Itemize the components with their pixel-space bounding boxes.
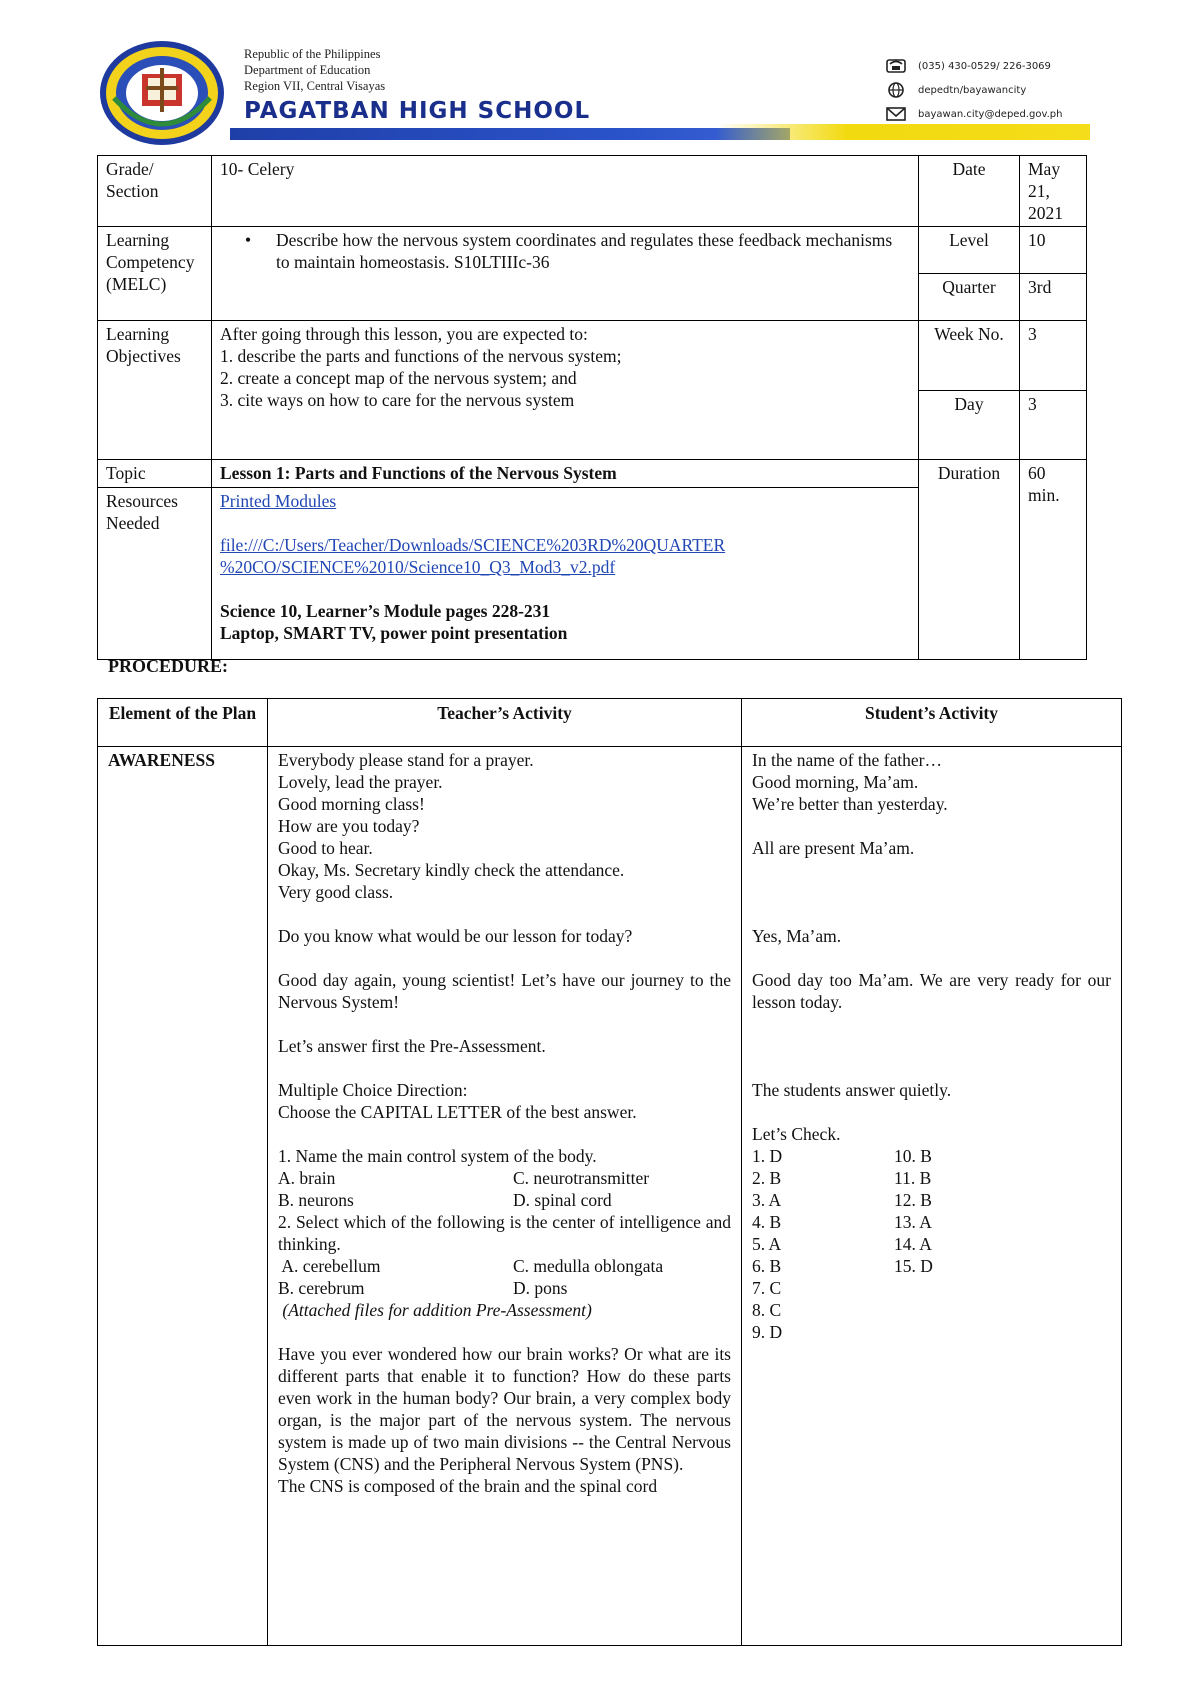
grade-value: 10- Celery bbox=[212, 156, 919, 227]
mc-instruction: Choose the CAPITAL LETTER of the best answer. bbox=[278, 1102, 637, 1122]
answer-item: 4. B bbox=[752, 1212, 782, 1232]
competency-cell bbox=[212, 227, 919, 321]
attached-note: (Attached files for addition Pre-Assessment) bbox=[278, 1300, 592, 1320]
objectives-cell bbox=[212, 321, 919, 460]
answer-item: 8. C bbox=[752, 1300, 782, 1320]
option: D. pons bbox=[513, 1278, 568, 1298]
grade-label: Grade/ Section bbox=[98, 156, 212, 227]
teacher-line: Very good class. bbox=[278, 882, 394, 902]
resources-label: Resources Needed bbox=[98, 488, 212, 660]
teacher-line: Okay, Ms. Secretary kindly check the attendance. bbox=[278, 860, 625, 880]
week-value: 3 bbox=[1020, 321, 1087, 391]
duration-label: Duration bbox=[919, 460, 1020, 660]
option: C. medulla oblongata bbox=[513, 1256, 664, 1276]
check-heading: Let’s Check. bbox=[752, 1124, 841, 1144]
answer-item: 11. B bbox=[894, 1168, 932, 1188]
topic-value: Lesson 1: Parts and Functions of the Nervous System bbox=[212, 460, 919, 488]
answer-item: 15. D bbox=[894, 1256, 933, 1276]
quiet-response: The students answer quietly. bbox=[752, 1080, 952, 1100]
phone-text: (035) 430-0529/ 226-3069 bbox=[918, 60, 1051, 72]
objective-item: 2. create a concept map of the nervous system; and bbox=[220, 368, 577, 388]
answer-item: 9. D bbox=[752, 1322, 783, 1342]
preassess-text: Let’s answer first the Pre-Assessment. bbox=[278, 1036, 546, 1056]
option: B. neurons bbox=[278, 1190, 354, 1210]
equipment-text: Laptop, SMART TV, power point presentation bbox=[220, 623, 568, 643]
teacher-activity bbox=[268, 747, 742, 1646]
resources-cell bbox=[212, 488, 919, 660]
teacher-line: Good to hear. bbox=[278, 838, 373, 858]
quarter-value: 3rd bbox=[1020, 274, 1087, 321]
answer-item: 6. B bbox=[752, 1256, 782, 1276]
procedure-table bbox=[97, 698, 1122, 1646]
answer-key-right bbox=[894, 1145, 1111, 1343]
school-name: PAGATBAN HIGH SCHOOL bbox=[244, 98, 591, 124]
question-2: 2. Select which of the following is the center of intelligence and thinking. bbox=[278, 1212, 731, 1254]
level-value: 10 bbox=[1020, 227, 1087, 274]
module-file-link[interactable] bbox=[220, 535, 725, 577]
student-line: Good morning, Ma’am. bbox=[752, 772, 919, 792]
contact-phone bbox=[886, 54, 1062, 78]
teacher-line: How are you today? bbox=[278, 816, 420, 836]
globe-icon bbox=[886, 82, 906, 98]
procedure-heading: PROCEDURE: bbox=[108, 656, 228, 676]
objectives-label: Learning Objectives bbox=[98, 321, 212, 460]
contact-email bbox=[886, 102, 1062, 126]
website-text: depedtn/bayawancity bbox=[918, 84, 1027, 96]
question-2-options bbox=[278, 1255, 731, 1299]
yes-response: Yes, Ma’am. bbox=[752, 926, 842, 946]
header-teacher: Teacher’s Activity bbox=[268, 699, 742, 747]
contact-block bbox=[886, 54, 1062, 126]
lesson-info-table bbox=[97, 155, 1087, 660]
seal-icon bbox=[96, 38, 234, 148]
week-label: Week No. bbox=[919, 321, 1020, 391]
teacher-line: Lovely, lead the prayer. bbox=[278, 772, 443, 792]
module-file-link-part2: %20CO/SCIENCE%2010/Science10_Q3_Mod3_v2.pdf bbox=[220, 557, 616, 577]
objectives-intro: After going through this lesson, you are expected to: bbox=[220, 324, 588, 344]
answer-key-left bbox=[752, 1145, 894, 1343]
quarter-label: Quarter bbox=[919, 274, 1020, 321]
question-1: 1. Name the main control system of the body. bbox=[278, 1146, 597, 1166]
header-band-blue bbox=[230, 128, 790, 140]
topic-label: Topic bbox=[98, 460, 212, 488]
learner-module-text: Science 10, Learner’s Module pages 228-231 bbox=[220, 601, 551, 621]
date-value: May 21, 2021 bbox=[1020, 156, 1087, 227]
government-lines bbox=[244, 46, 385, 94]
element-awareness: AWARENESS bbox=[98, 747, 268, 1646]
department-text: Department of Education bbox=[244, 63, 371, 77]
answer-item: 1. D bbox=[752, 1146, 783, 1166]
question-1-options bbox=[278, 1167, 731, 1211]
module-file-link-part1: file:///C:/Users/Teacher/Downloads/SCIENCE%203RD%20QUARTER bbox=[220, 535, 726, 555]
duration-value: 60 min. bbox=[1020, 460, 1087, 660]
header-band-yellow bbox=[716, 124, 1090, 140]
answer-item: 7. C bbox=[752, 1278, 782, 1298]
option: B. cerebrum bbox=[278, 1278, 365, 1298]
attendance-response: All are present Ma’am. bbox=[752, 838, 915, 858]
student-line: We’re better than yesterday. bbox=[752, 794, 948, 814]
journey-text: Good day again, young scientist! Let’s have our journey to the Nervous System! bbox=[278, 970, 731, 1012]
teacher-line: Good morning class! bbox=[278, 794, 425, 814]
republic-text: Republic of the Philippines bbox=[244, 47, 381, 61]
phone-icon bbox=[886, 58, 906, 74]
mc-direction: Multiple Choice Direction: bbox=[278, 1080, 468, 1100]
student-activity bbox=[742, 747, 1122, 1646]
competency-label: Learning Competency (MELC) bbox=[98, 227, 212, 321]
answer-item: 12. B bbox=[894, 1190, 932, 1210]
student-line: In the name of the father… bbox=[752, 750, 942, 770]
answer-key bbox=[752, 1145, 1111, 1343]
lesson-question: Do you know what would be our lesson for today? bbox=[278, 926, 633, 946]
header-student: Student’s Activity bbox=[742, 699, 1122, 747]
printed-modules-link[interactable]: Printed Modules bbox=[220, 491, 337, 511]
mail-icon bbox=[886, 106, 906, 122]
answer-item: 13. A bbox=[894, 1212, 932, 1232]
letterhead bbox=[96, 38, 1086, 148]
option: C. neurotransmitter bbox=[513, 1168, 650, 1188]
answer-item: 14. A bbox=[894, 1234, 932, 1254]
competency-value: Describe how the nervous system coordinates and regulates these feedback mechanisms to maintain homeostasis. S10LTIIIc-36 bbox=[276, 230, 893, 272]
bullet-icon: • bbox=[244, 230, 252, 250]
ready-response: Good day too Ma’am. We are very ready for our lesson today. bbox=[752, 970, 1111, 1012]
day-label: Day bbox=[919, 391, 1020, 460]
answer-item: 10. B bbox=[894, 1146, 932, 1166]
objective-item: 3. cite ways on how to care for the nervous system bbox=[220, 390, 575, 410]
option: D. spinal cord bbox=[513, 1190, 612, 1210]
answer-item: 3. A bbox=[752, 1190, 782, 1210]
date-label: Date bbox=[919, 156, 1020, 227]
cns-paragraph: The CNS is composed of the brain and the spinal cord bbox=[278, 1476, 658, 1496]
level-label: Level bbox=[919, 227, 1020, 274]
answer-item: 5. A bbox=[752, 1234, 782, 1254]
email-text: bayawan.city@deped.gov.ph bbox=[918, 108, 1063, 120]
contact-website bbox=[886, 78, 1062, 102]
header-element: Element of the Plan bbox=[98, 699, 268, 747]
objective-item: 1. describe the parts and functions of the nervous system; bbox=[220, 346, 622, 366]
intro-paragraph: Have you ever wondered how our brain works? Or what are its different parts that enable it to function? How do these parts even work in the human body? Our brain, a very complex body organ, is the major part of the nervous system. The nervous system is made up of two main divisions -- the Central Nervous System (CNS) and the Peripheral Nervous System (PNS). bbox=[278, 1344, 731, 1474]
teacher-line: Everybody please stand for a prayer. bbox=[278, 750, 534, 770]
region-text: Region VII, Central Visayas bbox=[244, 79, 386, 93]
option: A. brain bbox=[278, 1168, 336, 1188]
answer-item: 2. B bbox=[752, 1168, 782, 1188]
day-value: 3 bbox=[1020, 391, 1087, 460]
option: A. cerebellum bbox=[278, 1256, 381, 1276]
